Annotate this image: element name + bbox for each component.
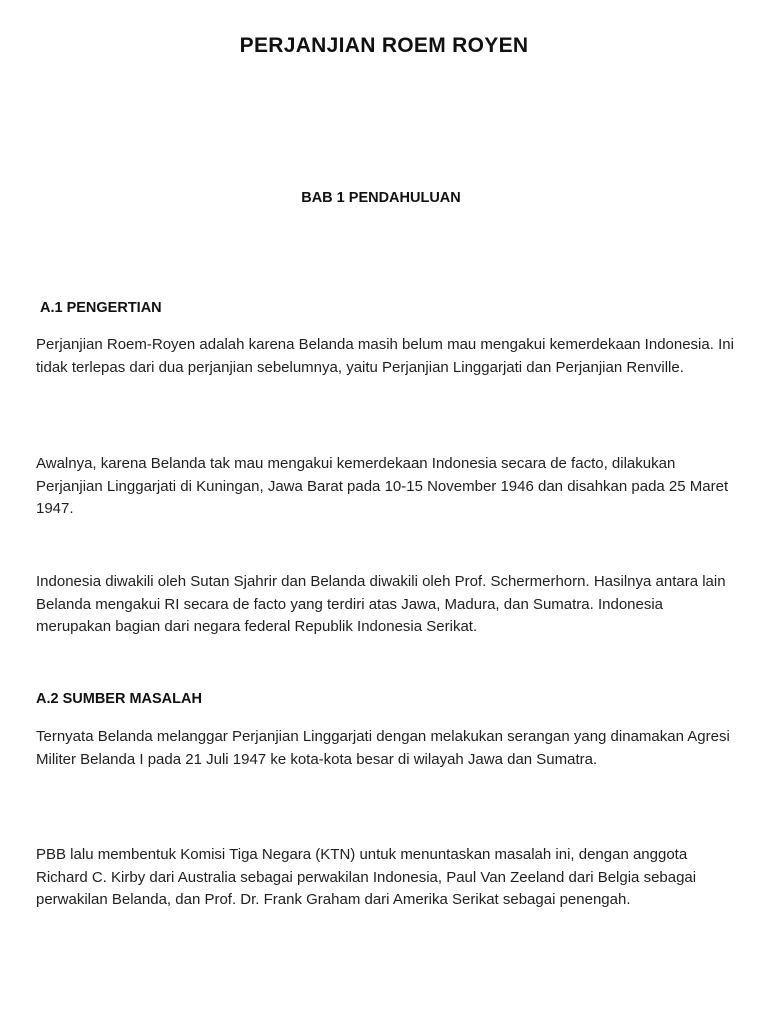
document-title: PERJANJIAN ROEM ROYEN: [239, 34, 529, 57]
section-heading-sumber-masalah: A.2 SUMBER MASALAH: [36, 691, 202, 707]
paragraph-aggression: Ternyata Belanda melanggar Perjanjian Linggarjati dengan melakukan serangan yang dinamakan Agresi Militer Belanda I pada 21 Juli 1947 ke kota-kota besar di wilayah Jawa dan Sumatra.: [36, 728, 730, 768]
paragraph-representatives: Indonesia diwakili oleh Sutan Sjahrir dan Belanda diwakili oleh Prof. Schermerhorn. Hasilnya antara lain Belanda mengakui RI secara de facto yang terdiri atas Jawa, Madura, dan Sumatra. Indonesia merupakan bagian dari negara federal Republik Indonesia Serikat.: [36, 573, 726, 635]
paragraph-definition: Perjanjian Roem-Royen adalah karena Belanda masih belum mau mengakui kemerdekaan Indonesia. Ini tidak terlepas dari dua perjanjian sebelumnya, yaitu Perjanjian Linggarjati dan Perjanjian Renville.: [36, 336, 734, 376]
section-heading-pengertian: A.1 PENGERTIAN: [40, 300, 162, 316]
paragraph-linggarjati: Awalnya, karena Belanda tak mau mengakui kemerdekaan Indonesia secara de facto, dilakukan Perjanjian Linggarjati di Kuningan, Jawa Barat pada 10-15 November 1946 dan disahkan pada 25 Maret 1947.: [36, 455, 729, 517]
chapter-heading: BAB 1 PENDAHULUAN: [301, 190, 461, 206]
paragraph-ktn: PBB lalu membentuk Komisi Tiga Negara (KTN) untuk menuntaskan masalah ini, dengan anggota Richard C. Kirby dari Australia sebagai perwakilan Indonesia, Paul Van Zeeland dari Belgia sebagai perwakilan Belanda, dan Prof. Dr. Frank Graham dari Amerika Serikat sebagai penengah.: [36, 846, 697, 908]
